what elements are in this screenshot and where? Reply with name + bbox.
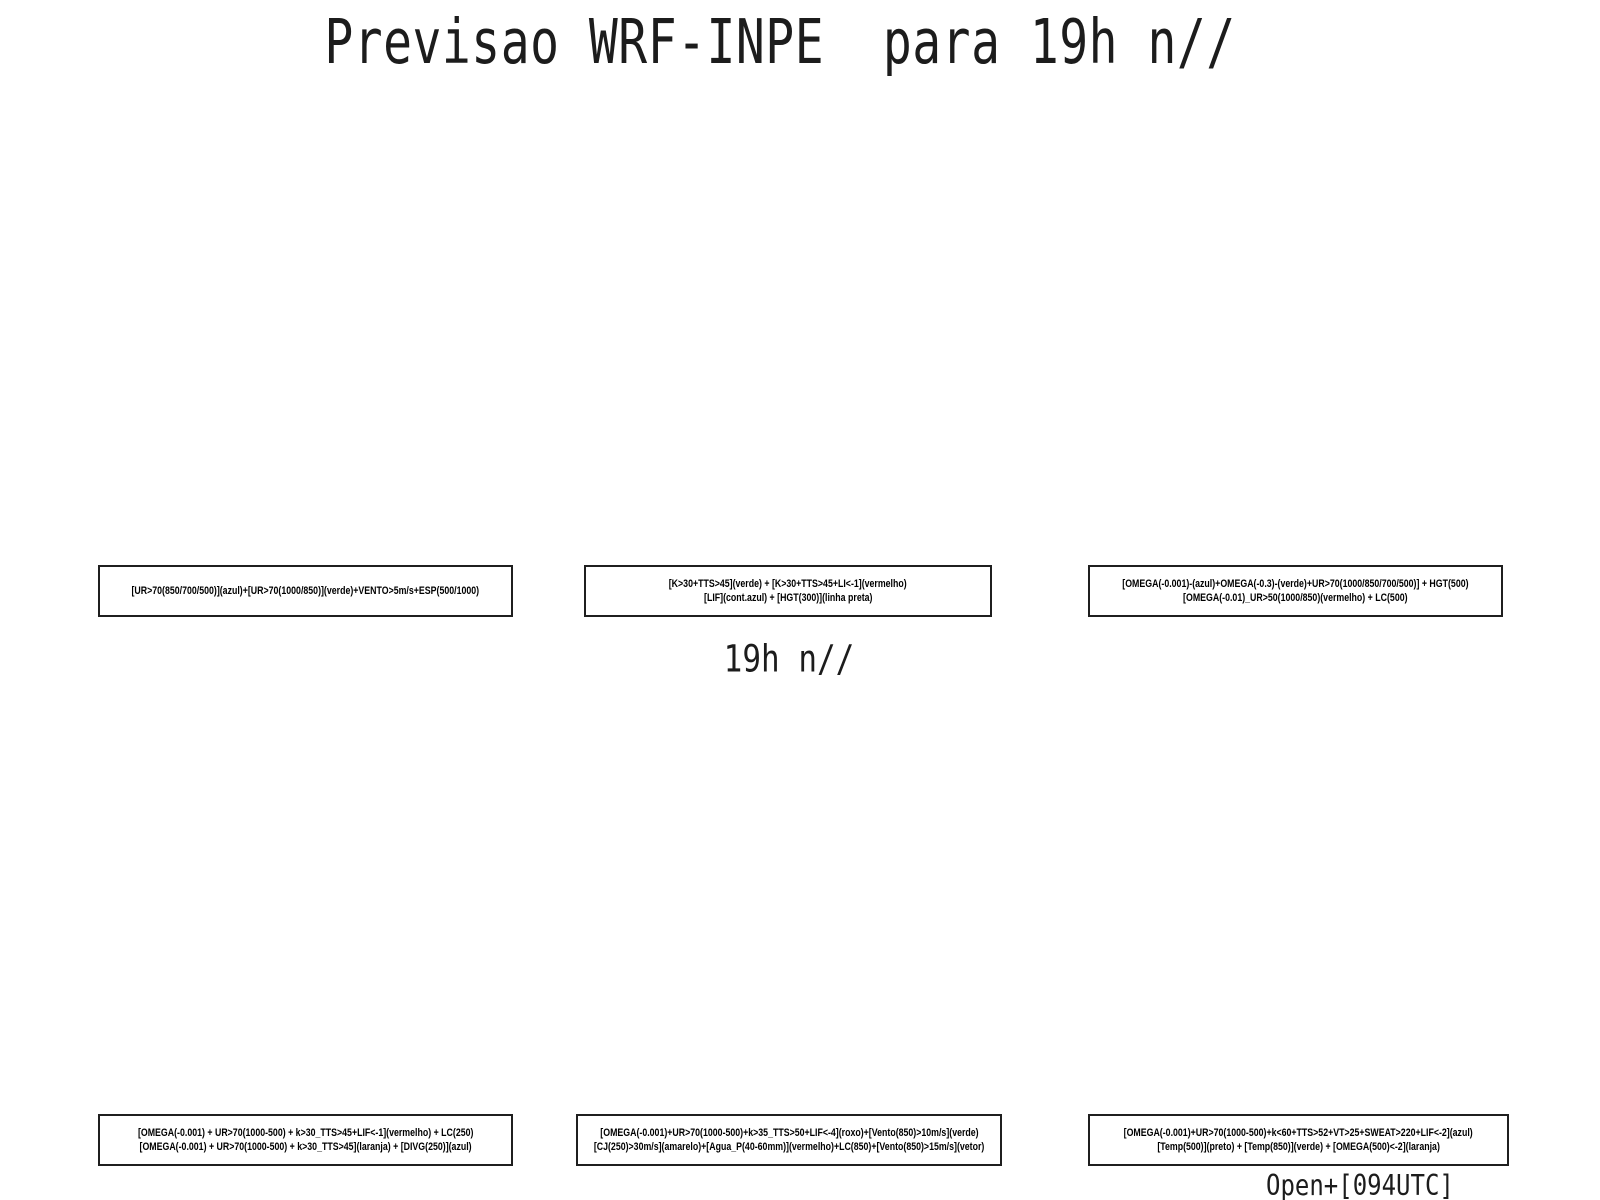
legend-text-line: [UR>70(850/700/500)](azul)+[UR>70(1000/850)](verde)+VENTO>5m/s+ESP(500/1000) (131, 585, 480, 597)
legend-box-bottom-right (1088, 1114, 1509, 1166)
legend-box-bottom-center (576, 1114, 1002, 1166)
legend-text-line: [OMEGA(-0.01)_UR>50(1000/850)(vermelho) + LC(500) (1183, 592, 1408, 604)
legend-text-line: [OMEGA(-0.001)+UR>70(1000-500)+k>35_TTS>50+LIF<-4](roxo)+[Vento(850)>10m/s](verde) (599, 1127, 979, 1139)
legend-box-top-left (98, 565, 513, 617)
footer-open-label: Open+[094UTC] (1266, 1168, 1454, 1200)
legend-text-line: [OMEGA(-0.001) + UR>70(1000-500) + k>30_TTS>45+LIF<-1](vermelho) + LC(250) (137, 1127, 474, 1139)
page-title: Previsao WRF-INPE para 19h n// (324, 6, 1236, 79)
legend-text-line: [OMEGA(-0.001) + UR>70(1000-500) + k>30_TTS>45](laranja) + [DIVG(250)](azul) (139, 1141, 472, 1153)
legend-text-line: [Temp(500)](preto) + [Temp(850)](verde) + [OMEGA(500)<-2](laranja) (1157, 1141, 1440, 1153)
legend-box-bottom-left (98, 1114, 513, 1166)
legend-text-line: [K>30+TTS>45](verde) + [K>30+TTS>45+LI<-1](vermelho) (669, 578, 907, 590)
legend-box-top-right (1088, 565, 1503, 617)
forecast-hour-label: 19h n// (723, 637, 855, 682)
legend-text-line: [OMEGA(-0.001)-(azul)+OMEGA(-0.3)-(verde)+UR>70(1000/850/700/500)] + HGT(500) (1122, 578, 1469, 590)
legend-text-line: [CJ(250)>30m/s](amarelo)+[Agua_P(40-60mm)](vermelho)+LC(850)+[Vento(850)>15m/s](vetor) (593, 1141, 985, 1153)
legend-text-line: [LIF](cont.azul) + [HGT(300)](linha preta) (703, 592, 873, 604)
legend-box-top-center (584, 565, 992, 617)
legend-text-line: [OMEGA(-0.001)+UR>70(1000-500)+k<60+TTS>52+VT>25+SWEAT>220+LIF<-2](azul) (1123, 1127, 1474, 1139)
